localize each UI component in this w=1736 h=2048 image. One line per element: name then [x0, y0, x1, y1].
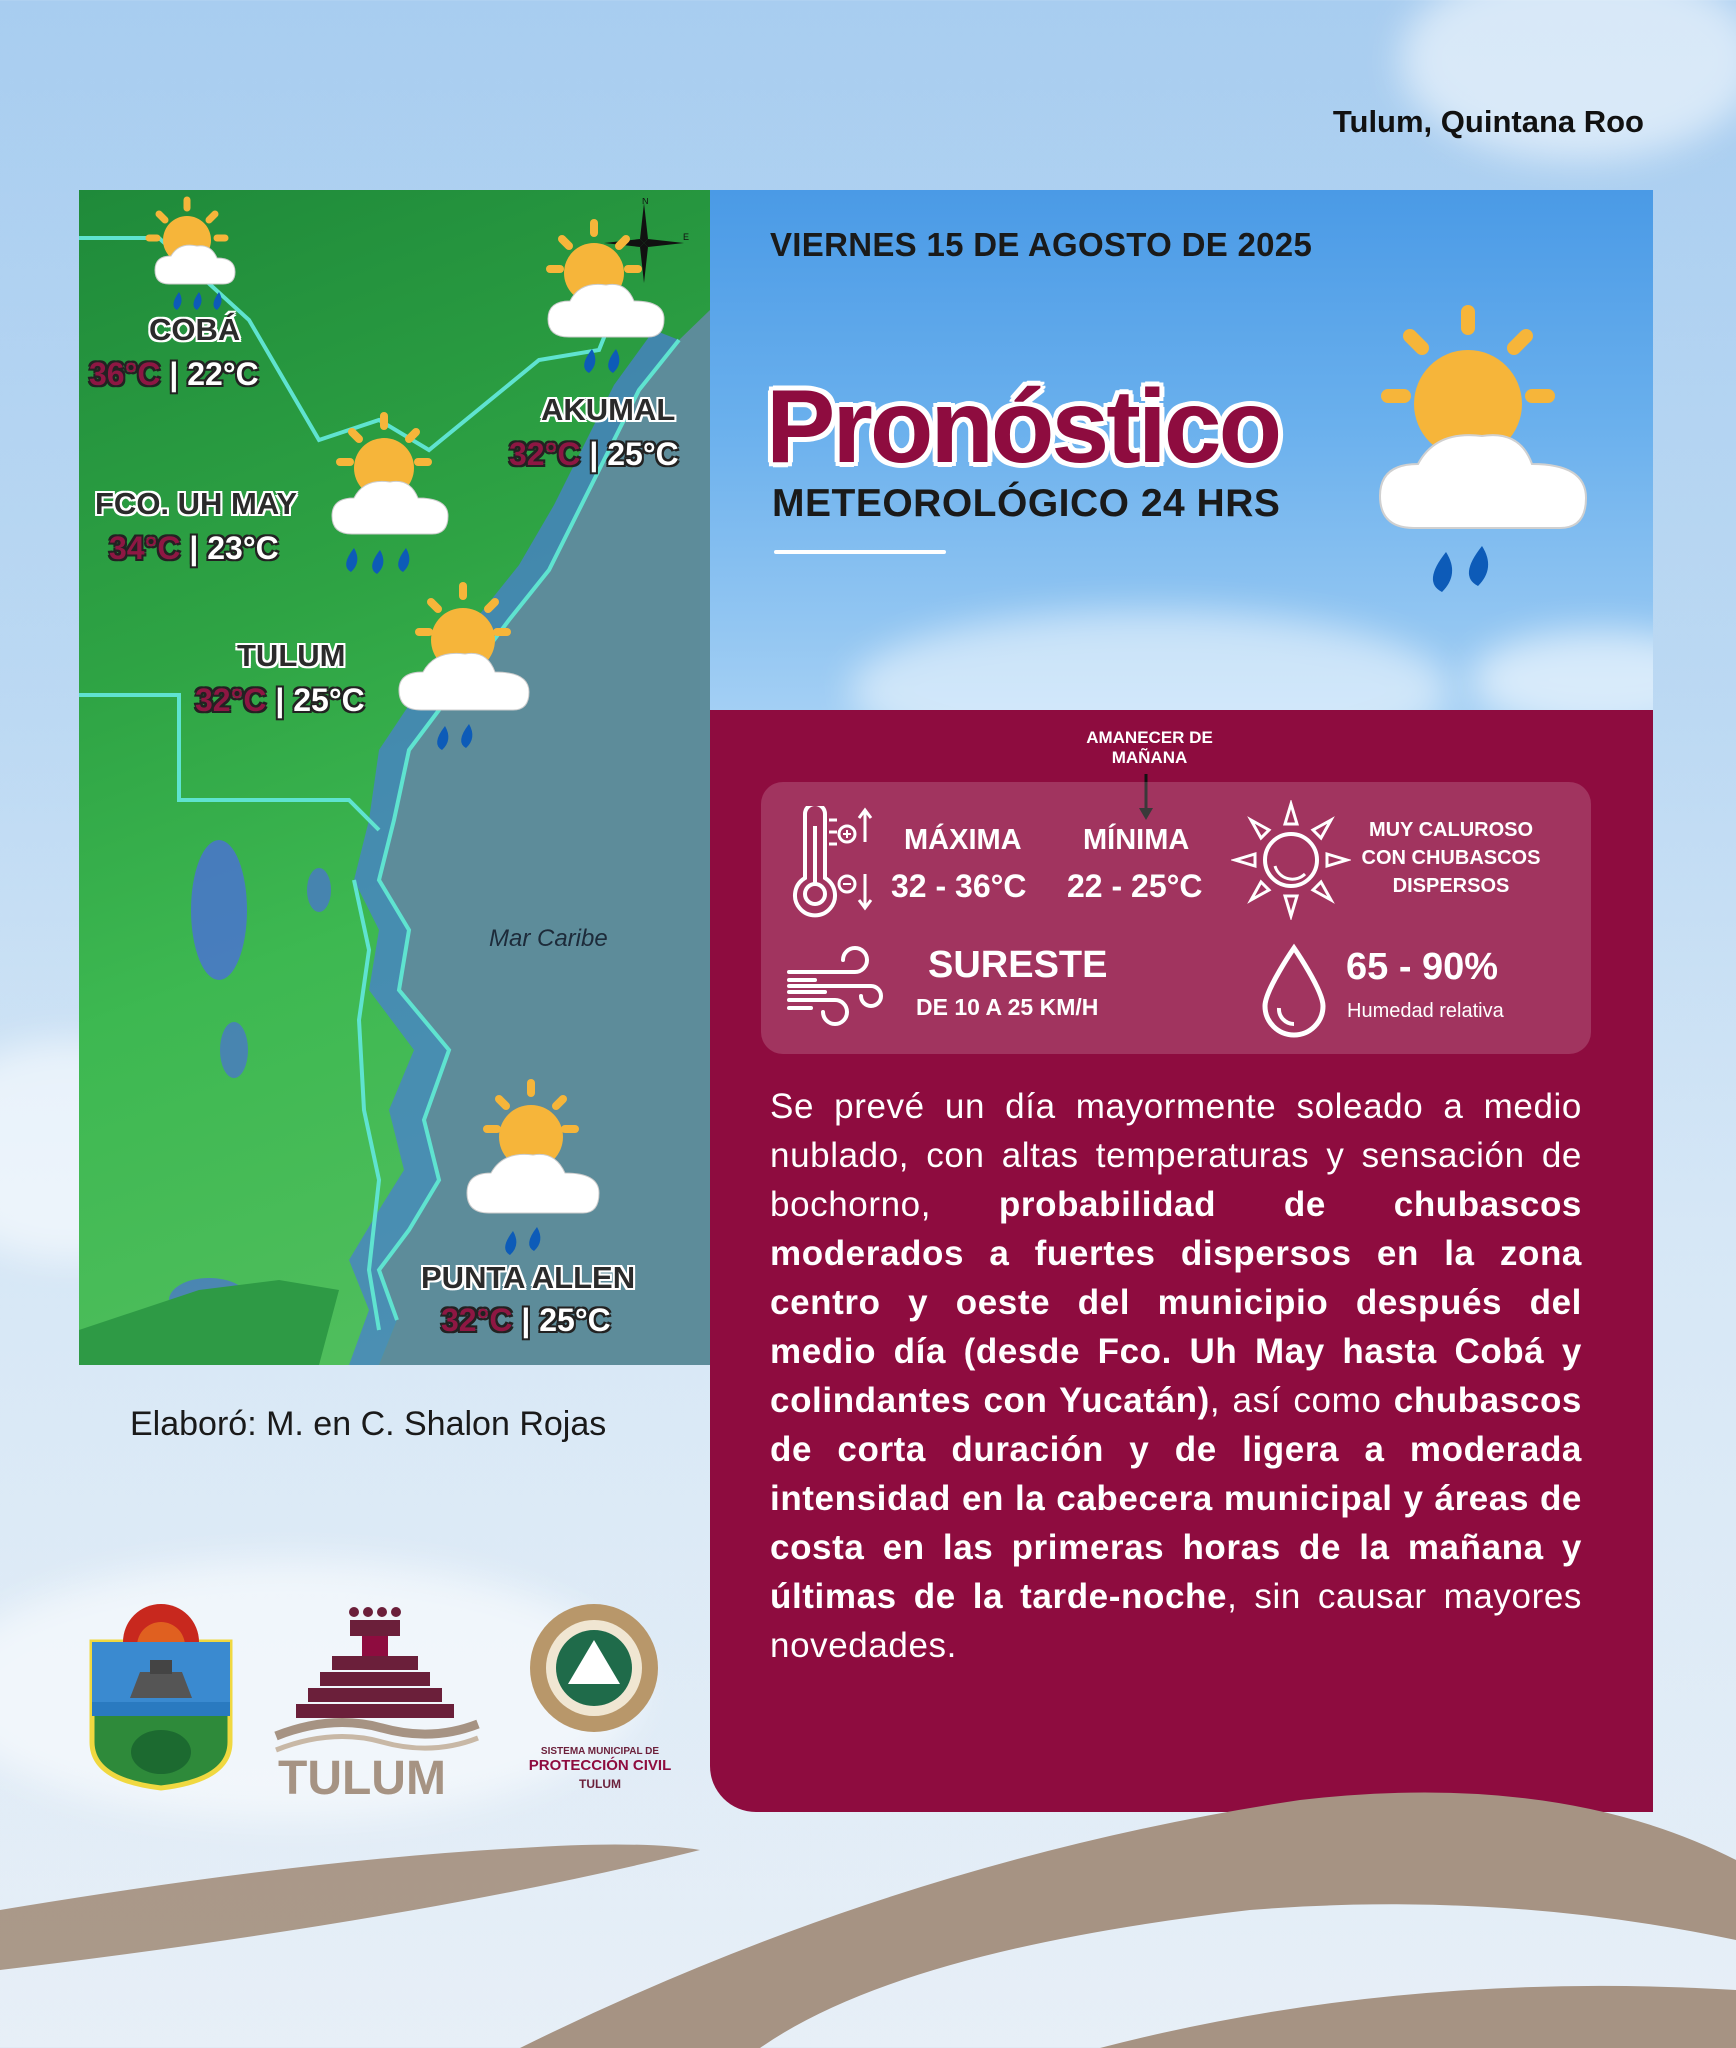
- pc-logo-line2: PROTECCIÓN CIVIL: [528, 1757, 672, 1774]
- sun-cloud-rain-icon: [465, 1075, 625, 1265]
- dawn-note: AMANECER DE MAÑANA: [1086, 728, 1213, 767]
- min-label: MÍNIMA: [1083, 824, 1190, 856]
- min-value: 22 - 25°C: [1067, 868, 1203, 904]
- sun-cloud-rain-icon: [544, 215, 694, 390]
- sun-cloud-rain-icon: [139, 194, 259, 319]
- sun-cloud-rain-icon: [1370, 300, 1600, 600]
- header-cloud: [1470, 630, 1653, 710]
- max-value: 32 - 36°C: [891, 868, 1027, 904]
- temp-separator: |: [266, 682, 294, 718]
- humidity-label: Humedad relativa: [1347, 1000, 1504, 1022]
- temp-max: 32°C: [195, 682, 267, 718]
- temp-max: 32°C: [441, 1302, 513, 1338]
- max-label: MÁXIMA: [904, 824, 1022, 856]
- forecast-content-panel: [710, 710, 1653, 1812]
- place-temp-fco-uh-may: [109, 530, 279, 567]
- place-temp-punta-allen: [441, 1302, 611, 1339]
- wind-speed: DE 10 A 25 KM/H: [916, 994, 1099, 1020]
- page-subtitle: METEOROLÓGICO 24 HRS: [772, 482, 1281, 525]
- temp-min: 23°C: [207, 530, 279, 566]
- place-temp-tulum: [195, 682, 365, 719]
- place-name-punta-allen: PUNTA ALLEN: [421, 1260, 636, 1295]
- temp-min: 25°C: [607, 436, 679, 472]
- description-segment-bold: probabilidad de chubascos moderados a fuertes dispersos en la zona centro y oeste del municipio después del medio día (desde Fco. Uh May hasta Cobá y colindantes con Yucatán): [770, 1185, 1582, 1420]
- temp-max: 32°C: [509, 436, 581, 472]
- description-segment: , así como: [1209, 1381, 1394, 1420]
- location-label: Tulum, Quintana Roo: [1332, 104, 1644, 139]
- compass-e: E: [683, 232, 689, 242]
- sun-icon: [1231, 800, 1351, 920]
- description-segment: , sin causar mayores novedades.: [770, 1577, 1582, 1665]
- place-temp-akumal: [509, 436, 679, 473]
- header-panel: [710, 190, 1653, 710]
- pc-logo-line3: TULUM: [579, 1777, 621, 1791]
- forecast-date: VIERNES 15 DE AGOSTO DE 2025: [770, 226, 1313, 263]
- place-name-coba: COBÁ: [149, 312, 241, 347]
- temp-separator: |: [180, 530, 208, 566]
- condition-text: MUY CALUROSO CON CHUBASCOS DISPERSOS: [1361, 819, 1541, 897]
- temp-separator: |: [160, 356, 188, 392]
- description-segment: Se prevé un día mayormente soleado a medio nublado, con altas temperaturas y sensación de bochorno,: [770, 1087, 1582, 1224]
- place-temp-coba: [89, 356, 259, 393]
- temp-separator: |: [512, 1302, 540, 1338]
- temp-min: 25°C: [539, 1302, 611, 1338]
- header-cloud: [850, 610, 1450, 710]
- forecast-description: [770, 1082, 1582, 1670]
- compass-n: N: [642, 198, 649, 206]
- place-name-fco-uh-may: FCO. UH MAY: [95, 486, 298, 521]
- humidity-drop-icon: [1259, 942, 1329, 1042]
- temp-max: 34°C: [109, 530, 181, 566]
- summary-box: [761, 782, 1591, 1054]
- decorative-waves: [0, 1740, 1736, 2048]
- forecast-map: [79, 190, 710, 1365]
- pc-logo-line1: SISTEMA MUNICIPAL DE: [540, 1746, 660, 1757]
- place-name-tulum: TULUM: [237, 638, 346, 673]
- sun-cloud-rain-icon: [324, 408, 474, 588]
- tulum-logo-text: TULUM: [278, 1752, 446, 1800]
- credit-text: Elaboró: M. en C. Shalon Rojas: [130, 1405, 607, 1443]
- wind-direction: SURESTE: [928, 944, 1108, 986]
- temp-min: 25°C: [293, 682, 365, 718]
- page-title: Pronóstico: [766, 369, 1280, 485]
- temp-max: 36°C: [89, 356, 161, 392]
- sun-cloud-rain-icon: [397, 578, 557, 758]
- wind-icon: [785, 942, 885, 1032]
- temp-separator: |: [580, 436, 608, 472]
- temp-min: 22°C: [187, 356, 259, 392]
- place-name-akumal: AKUMAL: [541, 392, 676, 427]
- sea-label: Mar Caribe: [489, 925, 608, 952]
- humidity-value: 65 - 90%: [1346, 946, 1499, 988]
- description-segment-bold: chubascos de corta duración y de ligera a moderada intensidad en la cabecera municipal y áreas de costa en las primeras horas de la mañana y últimas de la tarde-noche: [770, 1381, 1582, 1616]
- thermometer-icon: [785, 806, 875, 918]
- title-underline: [774, 550, 946, 554]
